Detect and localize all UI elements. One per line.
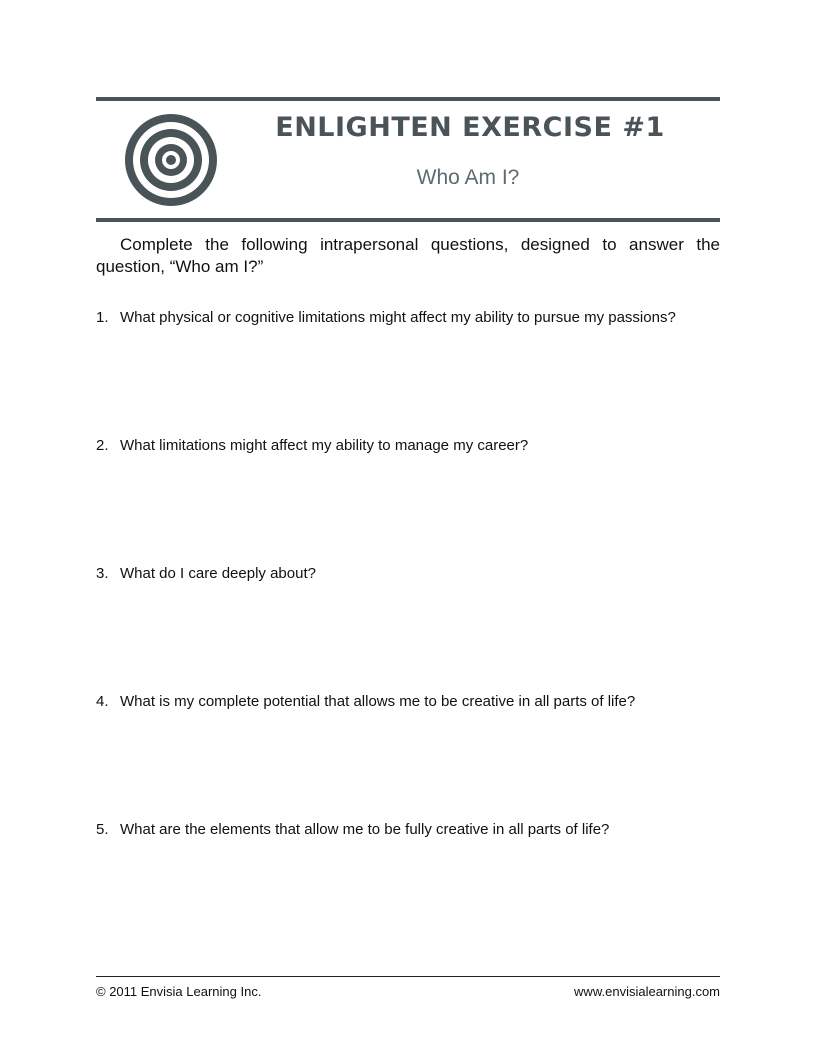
question-item [96,564,726,584]
target-icon [125,114,217,206]
question-text: What physical or cognitive limitations might affect my ability to pursue my passions? [120,309,676,326]
question-text: What are the elements that allow me to be fully creative in all parts of life? [120,821,610,838]
question-text: What is my complete potential that allows me to be creative in all parts of life? [120,693,636,710]
question-number: 4. [96,693,109,710]
question-text: What limitations might affect my ability to manage my career? [120,437,529,454]
question-number: 5. [96,821,109,838]
header-top-rule [96,97,720,101]
question-number: 3. [96,565,109,582]
question-number: 1. [96,309,109,326]
header-bottom-rule [96,218,720,222]
question-item [96,820,726,840]
page-title: ENLIGHTEN EXERCISE #1 [275,112,665,143]
footer-copyright: © 2011 Envisia Learning Inc. [96,984,262,999]
page-subtitle: Who Am I? [416,166,520,189]
question-item [96,436,726,456]
question-item [96,692,726,712]
question-text: What do I care deeply about? [120,565,316,582]
question-number: 2. [96,437,109,454]
question-item [96,308,726,328]
intro-paragraph: Complete the following intrapersonal questions, designed to answer the question, “Who am I?” [96,235,720,276]
footer-rule [96,976,720,977]
footer-website: www.envisialearning.com [574,984,720,999]
